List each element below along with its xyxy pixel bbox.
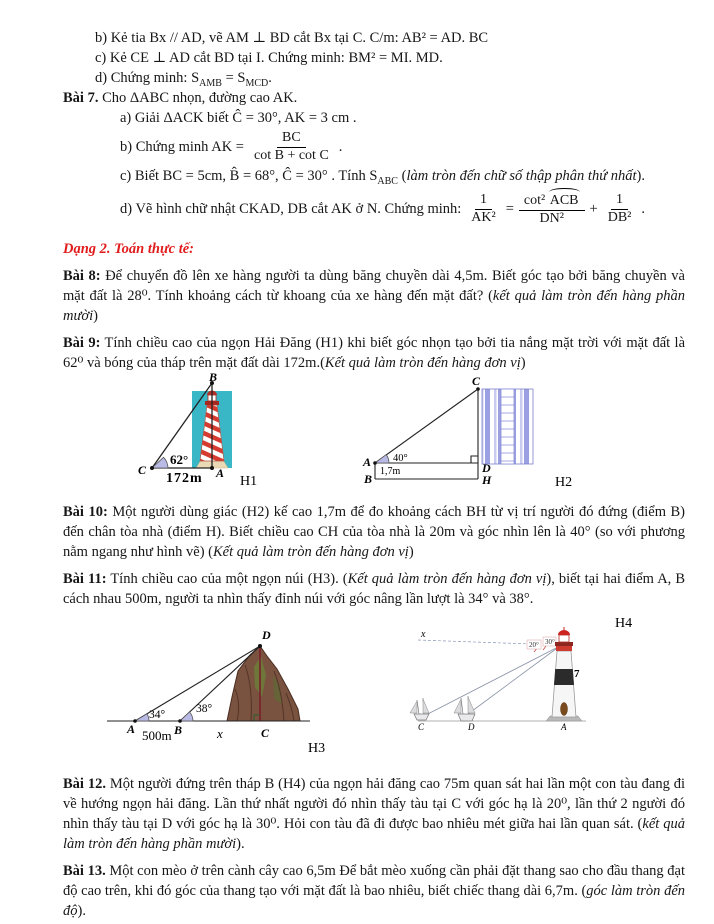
problem-note: Kết quả làm tròn đến hàng đơn vị bbox=[324, 355, 521, 371]
problem-label: Bài 10: bbox=[63, 504, 108, 520]
problem-text: ) bbox=[93, 308, 98, 324]
h2-angle-wedge bbox=[375, 455, 389, 463]
problem-label: Bài 12. bbox=[63, 776, 106, 792]
problem-label: Bài 9: bbox=[63, 335, 101, 351]
angle-arc-label: ACB bbox=[549, 192, 579, 208]
problem-text: ). bbox=[236, 836, 245, 852]
item-text: ). bbox=[636, 168, 645, 184]
problem-note: kết quả làm tròn đến hàng phần mười bbox=[63, 288, 685, 324]
ship-icon-c bbox=[410, 698, 429, 720]
h2-label-c: C bbox=[472, 374, 481, 388]
h3-caption: H3 bbox=[308, 741, 326, 756]
numerator: BC bbox=[277, 130, 306, 148]
plus-sign: + bbox=[589, 201, 598, 217]
figure-h4 bbox=[410, 616, 632, 732]
problem-text: ), biết tại hai điểm A, B cách nhau 500m, người ta nhìn thấy đỉnh núi với góc nâng lần lượt là 34° và 38°. bbox=[63, 571, 686, 607]
problem-bai10 bbox=[63, 502, 685, 562]
item-note: làm tròn đến chữ số thập phân thứ nhất bbox=[406, 168, 637, 184]
item-text: a) Giải ΔACK biết Ĉ = 30°, AK = 3 cm . bbox=[120, 110, 357, 126]
h2-label-b: B bbox=[364, 472, 373, 486]
item-d-top bbox=[95, 68, 685, 88]
problem-label: Bài 11: bbox=[63, 571, 107, 587]
problem-label: Bài 8: bbox=[63, 268, 101, 284]
subscript: MCD bbox=[245, 77, 269, 89]
problem-note: Kết quả làm tròn đến hàng đơn vị bbox=[347, 571, 547, 587]
problem-text: ). bbox=[77, 903, 86, 919]
problem-text: Cho ΔABC nhọn, đường cao AK. bbox=[98, 90, 298, 106]
h3-label-a: A bbox=[127, 722, 136, 736]
h3-label-b: B bbox=[174, 723, 183, 737]
item-text: d) Vẽ hình chữ nhật CKAD, DB cắt AK ở N. Chứng minh: bbox=[120, 201, 462, 217]
problem-bai8 bbox=[63, 266, 685, 326]
figure-h1 bbox=[138, 373, 257, 489]
item-text: d) Chứng minh: S bbox=[95, 70, 200, 86]
h1-base-label: 172m bbox=[166, 471, 203, 486]
problem-note: Kết quả làm tròn đến hàng đơn vị bbox=[213, 544, 409, 560]
fraction bbox=[519, 191, 585, 227]
equals-sign: = bbox=[505, 201, 514, 217]
numerator bbox=[519, 191, 585, 211]
numerator: 1 bbox=[475, 192, 492, 210]
problem-note: góc làm tròn đến độ bbox=[63, 883, 685, 919]
bai7-item-b bbox=[120, 128, 685, 166]
item-b-top bbox=[95, 28, 685, 48]
problem-bai12 bbox=[63, 774, 685, 854]
item-text: ( bbox=[397, 168, 407, 184]
problem-text: Một người dùng giác (H2) kế cao 1,7m để đo khoảng cách BH từ vị trí người đó đứng (điểm B) đến chân tòa nhà (điểm H). Biết chiều cao CH của tòa nhà là 20m và góc nhìn lên là 40° (so với phương nằm ngang như hình vẽ) ( bbox=[63, 504, 685, 560]
h2-caption: H2 bbox=[555, 475, 573, 489]
item-c-top bbox=[95, 48, 685, 68]
figure-row-1 bbox=[30, 373, 690, 495]
h4-label-a: A bbox=[561, 722, 567, 732]
point-a bbox=[373, 461, 377, 465]
problem-text: ) bbox=[408, 544, 414, 560]
denominator: cot B + cot C bbox=[254, 147, 329, 163]
h3-angle-a-label: 34° bbox=[149, 709, 166, 721]
fraction bbox=[603, 192, 637, 226]
h1-angle-label: 62° bbox=[170, 452, 189, 467]
item-text: b) Kẻ tia Bx // AD, vẽ AM ⊥ BD cắt Bx tại C. C/m: AB² = AD. BC bbox=[95, 30, 489, 46]
h4-angle1-label: 20° bbox=[529, 641, 539, 649]
h2-height-label: 1,7m bbox=[380, 466, 401, 477]
point-c bbox=[150, 466, 154, 470]
h3-distance-label: 500m bbox=[142, 728, 172, 743]
problem-text: Một con mèo ở trên cành cây cao 6,5m Để bắt mèo xuống cần phải đặt thang sao cho đầu thang đạt độ cao trên, khi đó góc của thang tạo với mặt đất là bao nhiêu, biết chiếc thang dài 6,7m. ( bbox=[63, 863, 686, 899]
item-text: . bbox=[268, 70, 272, 86]
problem-note: kết quả làm tròn đến hàng phần mười bbox=[63, 816, 685, 852]
h4-caption: H4 bbox=[615, 616, 633, 631]
problem-bai9 bbox=[63, 333, 685, 373]
h1-caption: H1 bbox=[240, 474, 258, 489]
h3-angle-wedge-b bbox=[180, 712, 193, 721]
mountain-illustration bbox=[227, 646, 300, 721]
bai7-item-c bbox=[120, 166, 685, 186]
item-text: c) Kẻ CE ⊥ AD cắt BD tại I. Chứng minh: BM² = MI. MD. bbox=[95, 50, 443, 66]
problem-text: ) bbox=[520, 355, 526, 371]
h2-label-d: D bbox=[482, 461, 491, 475]
item-text: . bbox=[641, 201, 645, 217]
figure-row-2 bbox=[30, 609, 690, 767]
h4-label-d: D bbox=[468, 722, 475, 732]
fraction bbox=[249, 130, 334, 164]
section-heading-dang2: Dạng 2. Toán thực tế: bbox=[63, 241, 195, 257]
numerator: 1 bbox=[611, 192, 628, 210]
h1-angle-wedge bbox=[152, 457, 168, 468]
figure-h3 bbox=[107, 628, 325, 756]
h3-angle-wedge-a bbox=[135, 714, 149, 721]
h1-label-c: C bbox=[138, 463, 147, 477]
h2-label-h: H bbox=[482, 473, 492, 487]
problem-text: Tính chiều cao của một ngọn núi (H3). ( bbox=[106, 571, 348, 587]
point-d bbox=[258, 644, 262, 648]
h1-label-b: B bbox=[209, 373, 218, 384]
h4-sight-lines bbox=[422, 646, 560, 717]
problem-bai13 bbox=[63, 861, 685, 921]
problem-bai7-title bbox=[63, 88, 685, 108]
subscript: AMB bbox=[199, 77, 222, 89]
h4-height-label: 7 bbox=[574, 668, 580, 680]
problem-text: Để chuyển đồ lên xe hàng người ta dùng băng chuyền dài 4,5m. Biết góc tạo bởi băng chuyền và mặt đất là 28⁰. Tính khoảng cách từ khoang của xe hàng đến mặt đất? ( bbox=[63, 268, 685, 304]
item-text: = S bbox=[221, 70, 246, 86]
problem-bai11 bbox=[63, 569, 685, 609]
item-text: c) Biết BC = 5cm, B̂ = 68°, Ĉ = 30° . Tính S bbox=[120, 168, 378, 184]
point-a bbox=[210, 466, 214, 470]
problem-text: Một người đứng trên tháp B (H4) của ngọn hải đăng cao 75m quan sát hai lần một con tàu đang đi về hướng ngọn hải đăng. Lần thứ nhất người đó nhìn thấy tàu tại C với góc hạ là 20⁰, lần thứ 2 người đó nhìn thấy tàu tại D với góc hạ là 30⁰. Hỏi con tàu đã đi được bao nhiêu mét giữa hai lần quan sát. ( bbox=[63, 776, 686, 832]
item-text: b) Chứng minh AK = bbox=[120, 139, 244, 155]
denominator: DN² bbox=[539, 210, 564, 226]
h4-label-c: C bbox=[418, 722, 425, 732]
h1-label-a: A bbox=[216, 466, 225, 480]
h2-angle-label: 40° bbox=[393, 453, 408, 464]
h4-angle2-label: 30° bbox=[545, 638, 555, 646]
problem-label: Bài 13. bbox=[63, 863, 106, 879]
denominator: DB² bbox=[607, 209, 632, 225]
figure-h2 bbox=[362, 374, 572, 489]
figures-h3-h4 bbox=[30, 609, 690, 761]
ship-icon-d bbox=[454, 696, 475, 721]
building-ladder bbox=[501, 389, 514, 464]
h3-angle-b-label: 38° bbox=[196, 703, 213, 715]
bai7-item-d bbox=[120, 186, 685, 232]
figures-h1-h2 bbox=[30, 373, 690, 489]
h3-x-label: x bbox=[217, 726, 223, 741]
subscript: ABC bbox=[377, 175, 398, 187]
item-text: . bbox=[338, 139, 343, 155]
problem-label: Bài 7. bbox=[63, 90, 99, 106]
fraction bbox=[466, 192, 500, 226]
cot-term: cot² bbox=[523, 192, 549, 208]
denominator: AK² bbox=[471, 209, 496, 225]
bai7-item-a bbox=[120, 108, 685, 128]
h2-label-a: A bbox=[363, 455, 372, 469]
h3-label-d: D bbox=[262, 628, 271, 642]
h3-label-c: C bbox=[261, 726, 270, 740]
h4-x-label: x bbox=[421, 629, 426, 640]
problem-text: Tính chiều cao của ngọn Hải Đăng (H1) khi biết góc nhọn tạo bởi tia nắng mặt trời với mặt đất là 62⁰ và bóng của tháp trên mặt đất dài 172m.( bbox=[63, 335, 686, 371]
